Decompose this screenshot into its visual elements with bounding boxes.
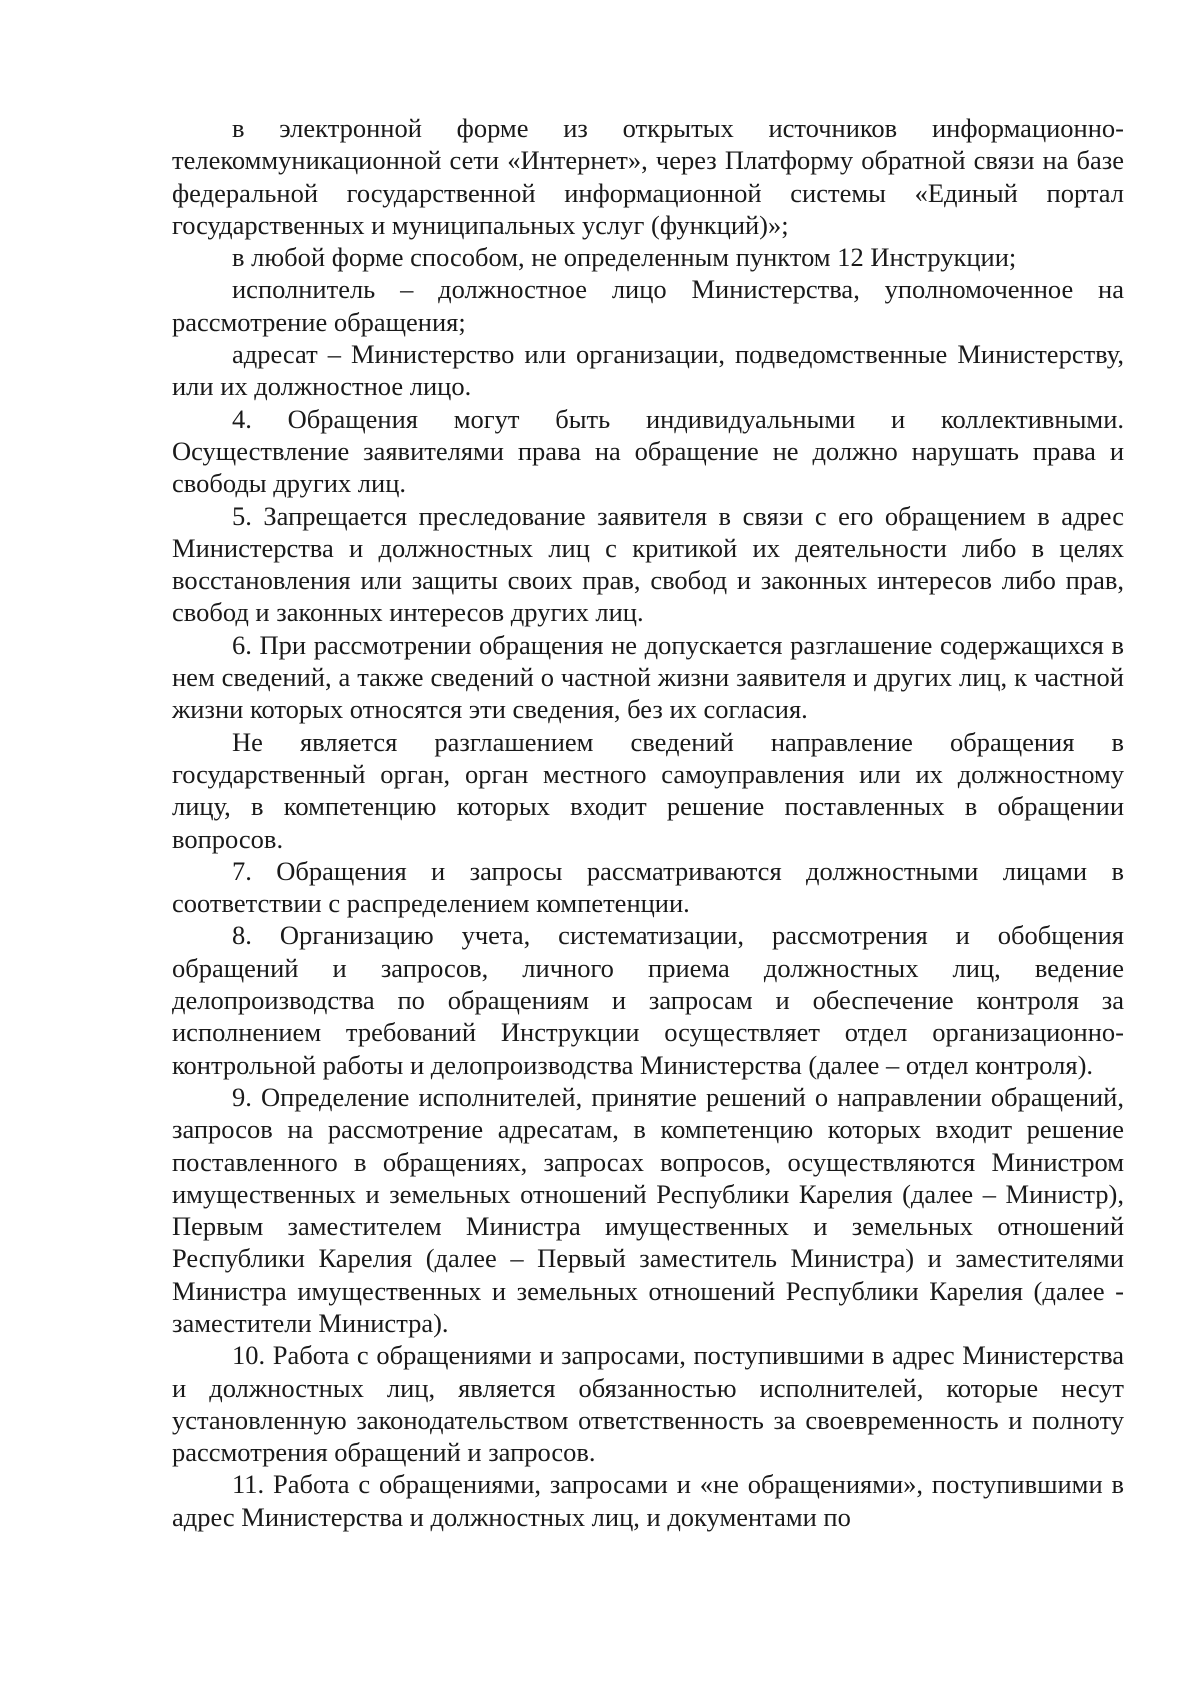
paragraph-item-10: 10. Работа с обращениями и запросами, поступившими в адрес Министерства и должностных лиц, является обязанностью исполнителей, которые несут установленную законодательством ответственность за своевременность и полноту рассмотрения обращений и запросов. (172, 1340, 1124, 1468)
paragraph-item-7: 7. Обращения и запросы рассматриваются должностными лицами в соответствии с распределением компетенции. (172, 855, 1124, 919)
paragraph-item-9: 9. Определение исполнителей, принятие решений о направлении обращений, запросов на рассмотрение адресатам, в компетенцию которых входит решение поставленного в обращениях, запросах вопросов, осуществляются Министром имущественных и земельных отношений Республики Карелия (далее – Министр), Первым заместителем Министра имущественных и земельных отношений Республики Карелия (далее – Первый заместитель Министра) и заместителями Министра имущественных и земельных отношений Республики Карелия (далее - заместители Министра). (172, 1081, 1124, 1338)
paragraph-electronic-form: в электронной форме из открытых источников информационно-телекоммуникационной сети «Интернет», через Платформу обратной связи на базе федеральной государственной информационной системы «Единый портал государственных и муниципальных услуг (функций)»; (172, 113, 1124, 240)
paragraph-item-5: 5. Запрещается преследование заявителя в связи с его обращением в адрес Министерства и должностных лиц с критикой их деятельности либо в целях восстановления или защиты своих прав, свобод и законных интересов либо прав, свобод и законных интересов других лиц. (172, 500, 1124, 628)
paragraph-item-6: 6. При рассмотрении обращения не допускается разглашение содержащихся в нем сведений, а также сведений о частной жизни заявителя и других лиц, к частной жизни которых относятся эти сведения, без их согласия. (172, 629, 1124, 725)
paragraph-item-11: 11. Работа с обращениями, запросами и «не обращениями», поступившими в адрес Министерства и должностных лиц, и документами по (172, 1469, 1124, 1532)
paragraph-any-form: в любой форме способом, не определенным пунктом 12 Инструкции; (232, 242, 1017, 273)
document-page (172, 112, 1124, 1533)
paragraph-addressee-definition: адресат – Министерство или организации, подведомственные Министерству, или их должностное лицо. (172, 339, 1124, 402)
paragraph-item-4: 4. Обращения могут быть индивидуальными и коллективными. Осуществление заявителями права на обращение не должно нарушать права и свободы других лиц. (172, 403, 1124, 499)
paragraph-item-8: 8. Организацию учета, систематизации, рассмотрения и обобщения обращений и запросов, личного приема должностных лиц, ведение делопроизводства по обращениям и запросам и обеспечение контроля за исполнением требований Инструкции осуществляет отдел организационно-контрольной работы и делопроизводства Министерства (далее – отдел контроля). (172, 920, 1124, 1080)
paragraph-executor-definition: исполнитель – должностное лицо Министерства, уполномоченное на рассмотрение обращения; (172, 274, 1124, 337)
paragraph-item-6-continued: Не является разглашением сведений направление обращения в государственный орган, орган местного самоуправления или их должностному лицу, в компетенцию которых входит решение поставленных в обращении вопросов. (172, 726, 1124, 854)
